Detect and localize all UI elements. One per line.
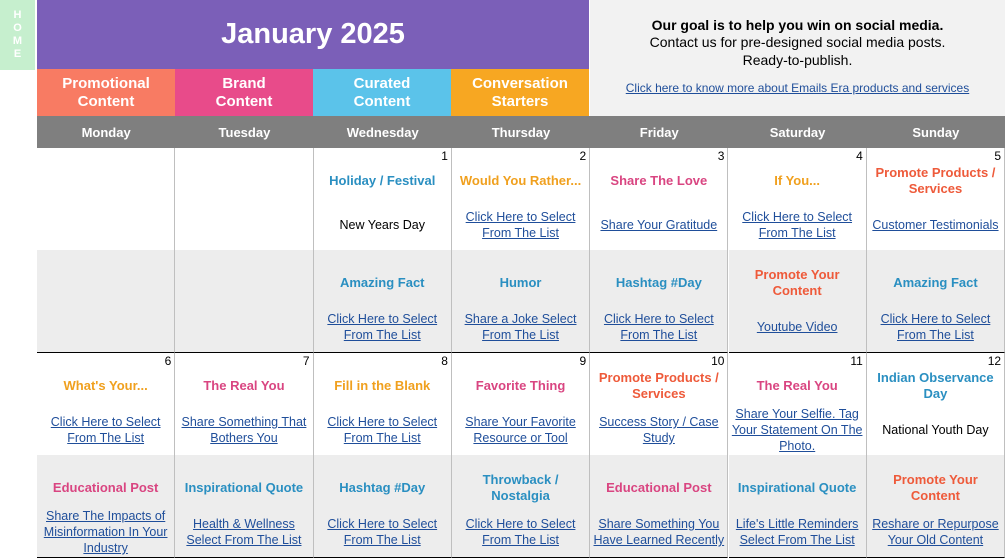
post-slot-secondary [175,250,312,352]
day-cell [314,353,452,558]
day-cell [729,353,867,558]
day-number: 7 [302,354,310,368]
post-topic: Share The Love [610,173,708,188]
post-slot-primary [314,353,451,455]
post-suggestion-link[interactable]: Click Here to Select From The List [465,517,576,547]
post-topic: Inspirational Quote [737,480,857,495]
post-suggestion-link[interactable]: Success Story / Case Study [599,415,719,445]
day-cell [590,353,728,558]
post-topic: Educational Post [606,480,712,495]
day-number: 11 [850,354,863,368]
post-topic: Hashtag #Day [339,480,426,495]
day-cell [452,148,590,353]
post-suggestion-link[interactable]: Share Your Favorite Resource or Tool [465,415,576,445]
goal-contact: Contact us for pre-designed social media posts. [649,34,946,50]
post-suggestion-link[interactable]: Customer Testimonials [872,218,999,232]
post-slot-primary [729,148,866,250]
post-slot-primary [867,148,1004,250]
post-suggestion-link[interactable]: Youtube Video [756,320,838,334]
post-topic: Indian Observance Day [877,370,994,401]
post-topic: Would You Rather... [459,173,582,188]
post-slot-secondary [37,455,174,557]
post-suggestion-link[interactable]: Click Here to Select From The List [50,415,161,445]
post-topic: Inspirational Quote [184,480,304,495]
post-slot-secondary [729,250,866,352]
day-cell [590,148,728,353]
home-letter: O [13,22,22,34]
day-number: 6 [164,354,172,368]
post-suggestion-link[interactable]: Share Your Selfie. Tag Your Statement On The Photo. [731,407,863,453]
day-cell [314,148,452,353]
category-label: Conversation Starters [472,74,568,110]
weekday-friday: Friday [639,124,679,140]
post-topic: Fill in the Blank [334,378,431,393]
day-cell [37,148,175,353]
category-promotional [37,69,175,116]
post-slot-primary [175,148,312,250]
post-topic: Hashtag #Day [615,275,702,290]
weekday-sunday: Sunday [912,124,960,140]
day-number: 8 [441,354,448,368]
post-slot-secondary [729,455,866,557]
day-number: 3 [717,149,725,163]
goal-headline: Our goal is to help you win on social media. [651,17,944,33]
post-slot-secondary [590,250,727,352]
category-label: Brand Content [215,74,273,110]
post-topic: Educational Post [52,480,159,495]
home-letter: E [13,48,22,60]
post-slot-secondary [37,250,174,352]
post-topic: Amazing Fact [339,275,425,290]
day-cell [867,148,1005,353]
category-label: Curated Content [353,74,411,110]
goal-panel [590,0,1005,116]
day-number: 1 [441,149,448,163]
post-slot-primary [314,148,451,250]
goal-ready: Ready-to-publish. [742,52,853,68]
category-label: Promotional Content [62,74,150,110]
day-cell [729,148,867,353]
post-topic: Promote Your Content [754,267,840,298]
day-number: 9 [579,354,587,368]
post-slot-primary [867,353,1004,455]
post-topic: Amazing Fact [893,275,978,290]
day-number: 12 [987,354,1002,368]
post-suggestion-link[interactable]: Share a Joke Select From The List [464,312,577,342]
category-conversation [451,69,589,116]
post-slot-primary [590,353,727,455]
products-link[interactable]: Click here to know more about Emails Era products and services [625,81,970,95]
weekday-tuesday: Tuesday [218,124,271,140]
post-slot-primary [452,148,589,250]
weekday-saturday: Saturday [769,124,826,140]
post-topic: The Real You [203,378,285,393]
weekday-monday: Monday [81,124,131,140]
post-suggestion-link[interactable]: Click Here to Select From The List [880,312,991,342]
weekday-header [37,116,1005,148]
post-topic: Favorite Thing [475,378,566,393]
post-topic: Promote Products / Services [875,165,996,196]
home-letter: H [13,9,22,21]
post-slot-secondary [590,455,727,557]
day-number: 4 [856,149,863,163]
post-slot-primary [729,353,866,455]
post-slot-secondary [314,250,451,352]
post-suggestion-link[interactable]: Reshare or Repurpose Your Old Content [872,517,999,547]
post-slot-secondary [867,250,1004,352]
home-button[interactable] [0,0,35,70]
post-suggestion-link[interactable]: Share Something That Bothers You [181,415,307,445]
post-suggestion-link[interactable]: Click Here to Select From The List [603,312,714,342]
day-number: 5 [994,149,1002,163]
post-suggestion-link[interactable]: Share The Impacts of Misinformation In Your Industry [43,509,168,555]
day-cell [175,353,313,558]
post-slot-primary [590,148,727,250]
home-letter: M [12,35,23,47]
day-cell [37,353,175,558]
post-slot-secondary [175,455,312,557]
post-suggestion-link[interactable]: Click Here to Select From The List [742,210,853,240]
post-suggestion-link[interactable]: Share Something You Have Learned Recently [593,517,725,547]
post-slot-primary [175,353,312,455]
post-suggestion-link[interactable]: Click Here to Select From The List [327,517,438,547]
post-suggestion-link[interactable]: Health & Wellness Select From The List [186,517,302,547]
post-suggestion-link[interactable]: Share Your Gratitude [600,218,718,232]
post-topic: Holiday / Festival [329,173,436,188]
post-suggestion-link[interactable]: Click Here to Select From The List [465,210,576,240]
category-brand [175,69,313,116]
day-cell [452,353,590,558]
post-slot-secondary [452,455,589,557]
category-curated [313,69,451,116]
post-slot-primary [37,353,174,455]
month-title: January 2025 [37,0,589,69]
post-suggestion-link[interactable]: Click Here to Select From The List [327,312,438,342]
day-cell [867,353,1005,558]
weekday-wednesday: Wednesday [346,124,419,140]
post-topic: Throwback / Nostalgia [482,472,559,503]
post-topic: The Real You [756,378,838,393]
day-cell [175,148,313,353]
post-slot-secondary [314,455,451,557]
weekday-thursday: Thursday [491,124,551,140]
post-slot-primary [37,148,174,250]
post-suggestion: National Youth Day [882,423,989,437]
post-topic: If You... [774,173,821,188]
post-suggestion: New Years Day [339,218,425,232]
calendar-grid [37,148,1005,558]
post-suggestion-link[interactable]: Click Here to Select From The List [327,415,438,445]
post-topic: Humor [499,275,542,290]
day-number: 2 [579,149,587,163]
day-number: 10 [711,354,725,368]
post-slot-secondary [867,455,1004,557]
post-topic: Promote Products / Services [598,370,719,401]
post-suggestion-link[interactable]: Life's Little Reminders Select From The List [735,517,859,547]
post-topic: What's Your... [63,378,148,393]
post-topic: Promote Your Content [893,472,978,503]
post-slot-primary [452,353,589,455]
post-slot-secondary [452,250,589,352]
